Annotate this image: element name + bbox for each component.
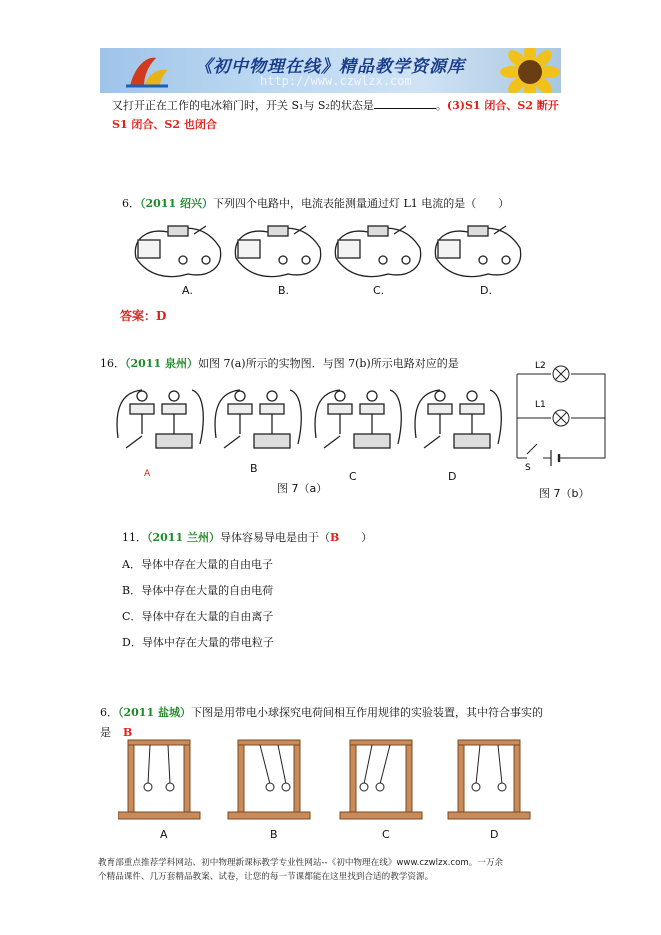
bulb-icon [435, 391, 445, 401]
bulb-icon [467, 391, 477, 401]
q6b-label-d: D [490, 828, 499, 841]
q6a-label-b: B. [278, 284, 290, 297]
ammeter-icon [238, 240, 260, 258]
banner-url[interactable]: http://www.czwlzx.com [260, 74, 412, 88]
switch-icon [424, 436, 440, 448]
footer-line-1: 教育部重点推荐学科网站、初中物理新课标教学专业性网站--《初中物理在线》www.czwlzx.com。一万余 [98, 858, 504, 868]
q11-option-d: D．导体中存在大量的带电粒子 [122, 636, 274, 649]
footer-line-2: 个精品课件、几万套精品教案、试卷，让您的每一节课都能在这里找到合适的教学资源。 [98, 872, 434, 882]
bulb-icon [379, 256, 387, 264]
q6b-label-a: A [160, 828, 168, 841]
battery-icon [468, 226, 488, 236]
fig7b-s-label: S [525, 463, 531, 470]
charged-ball-icon [376, 783, 384, 791]
logo-icon [122, 52, 172, 90]
fig7a-caption: 图 7（a） [277, 482, 328, 495]
circuit-a [135, 226, 220, 277]
q16-physical-figures [112, 378, 504, 460]
fridge-answer-1: (3)S1 闭合、S2 断开 [446, 99, 559, 112]
bulb-icon [479, 256, 487, 264]
q6a-label-d: D. [480, 284, 492, 297]
bulb-icon [235, 391, 245, 401]
bulb-icon [137, 391, 147, 401]
bulb-icon [179, 256, 187, 264]
bulb-icon [267, 391, 277, 401]
pendulum-a [118, 740, 200, 819]
q6a-question: 6．（2011 绍兴）下列四个电路中，电流表能测量通过灯 L1 电流的是（ ） [122, 197, 510, 210]
bulb-holder-icon [360, 404, 384, 414]
bulb-icon [502, 256, 510, 264]
fig7b-l2-label: L2 [535, 361, 546, 371]
physical-circuit-c [315, 390, 401, 448]
bulb-icon [169, 391, 179, 401]
fig7b-schematic [505, 358, 615, 470]
charged-ball-icon [266, 783, 274, 791]
q11-question: 11．（2011 兰州）导体容易导电是由于（B ） [122, 531, 373, 544]
battery-icon [168, 226, 188, 236]
fridge-question: 又打开正在工作的电冰箱门时，开关 S₁与 S₂的状态是 。(3)S1 闭合、S2 断开 [112, 99, 559, 112]
bulb-holder-icon [260, 404, 284, 414]
charged-ball-icon [144, 783, 152, 791]
switch-icon [126, 436, 142, 448]
bulb-icon [335, 391, 345, 401]
battery-icon [454, 434, 490, 448]
pendulum-b [228, 740, 310, 819]
fig7b-l1-label: L1 [535, 400, 546, 410]
switch-icon [324, 436, 340, 448]
q6b-question: 6．（2011 盐城）下图是用带电小球探究电荷间相互作用规律的实验装置，其中符合事实的 [100, 706, 543, 719]
physical-circuit-d [415, 390, 501, 448]
battery-icon [368, 226, 388, 236]
circuit-d [435, 226, 520, 277]
q6a-label-a: A. [182, 284, 193, 297]
q6b-question-2: 是 B [100, 726, 133, 739]
q16-label-c: C [349, 470, 357, 483]
q16-label-d: D [448, 470, 457, 483]
header-banner [100, 48, 561, 93]
battery-icon [268, 226, 288, 236]
battery-icon [354, 434, 390, 448]
q16-question: 16．（2011 泉州）如图 7(a)所示的实物图．与图 7(b)所示电路对应的是 [100, 357, 459, 370]
bulb-holder-icon [228, 404, 252, 414]
pendulum-c [340, 740, 422, 819]
q6a-answer: 答案：D [120, 309, 167, 323]
battery-icon [254, 434, 290, 448]
physical-circuit-b [215, 390, 301, 448]
switch-icon [224, 436, 240, 448]
banner-title: 《初中物理在线》精品教学资源库 [195, 57, 465, 77]
q11-option-c: C．导体中存在大量的自由离子 [122, 610, 274, 623]
bulb-icon [402, 256, 410, 264]
circuit-b [235, 226, 320, 277]
q11-option-b: B．导体中存在大量的自由电荷 [122, 584, 274, 597]
bulb-holder-icon [460, 404, 484, 414]
charged-ball-icon [166, 783, 174, 791]
fridge-answer-2: S1 闭合、S2 也闭合 [112, 118, 217, 131]
footer [98, 856, 503, 884]
bulb-holder-icon [328, 404, 352, 414]
charged-ball-icon [282, 783, 290, 791]
ammeter-icon [338, 240, 360, 258]
fig7b-caption: 图 7（b） [539, 487, 590, 500]
charged-ball-icon [360, 783, 368, 791]
ammeter-icon [438, 240, 460, 258]
battery-icon [156, 434, 192, 448]
answer-blank [374, 97, 436, 109]
bulb-icon [279, 256, 287, 264]
bulb-holder-icon [130, 404, 154, 414]
bulb-icon [367, 391, 377, 401]
q16-label-b: B [250, 462, 258, 475]
circuit-c [335, 226, 420, 277]
pendulum-d [448, 740, 530, 819]
charged-ball-icon [472, 783, 480, 791]
ammeter-icon [138, 240, 160, 258]
bulb-icon [302, 256, 310, 264]
physical-circuit-a [117, 390, 203, 448]
q6b-label-b: B [270, 828, 278, 841]
q6b-pendulum-figures [118, 738, 538, 822]
q11-option-a: A．导体中存在大量的自由电子 [122, 558, 273, 571]
q6a-label-c: C. [373, 284, 385, 297]
charged-ball-icon [498, 783, 506, 791]
bulb-holder-icon [162, 404, 186, 414]
q6b-label-c: C [382, 828, 390, 841]
q16-label-a: A [144, 469, 151, 479]
sunflower-icon [495, 48, 561, 93]
bulb-holder-icon [428, 404, 452, 414]
bulb-icon [202, 256, 210, 264]
